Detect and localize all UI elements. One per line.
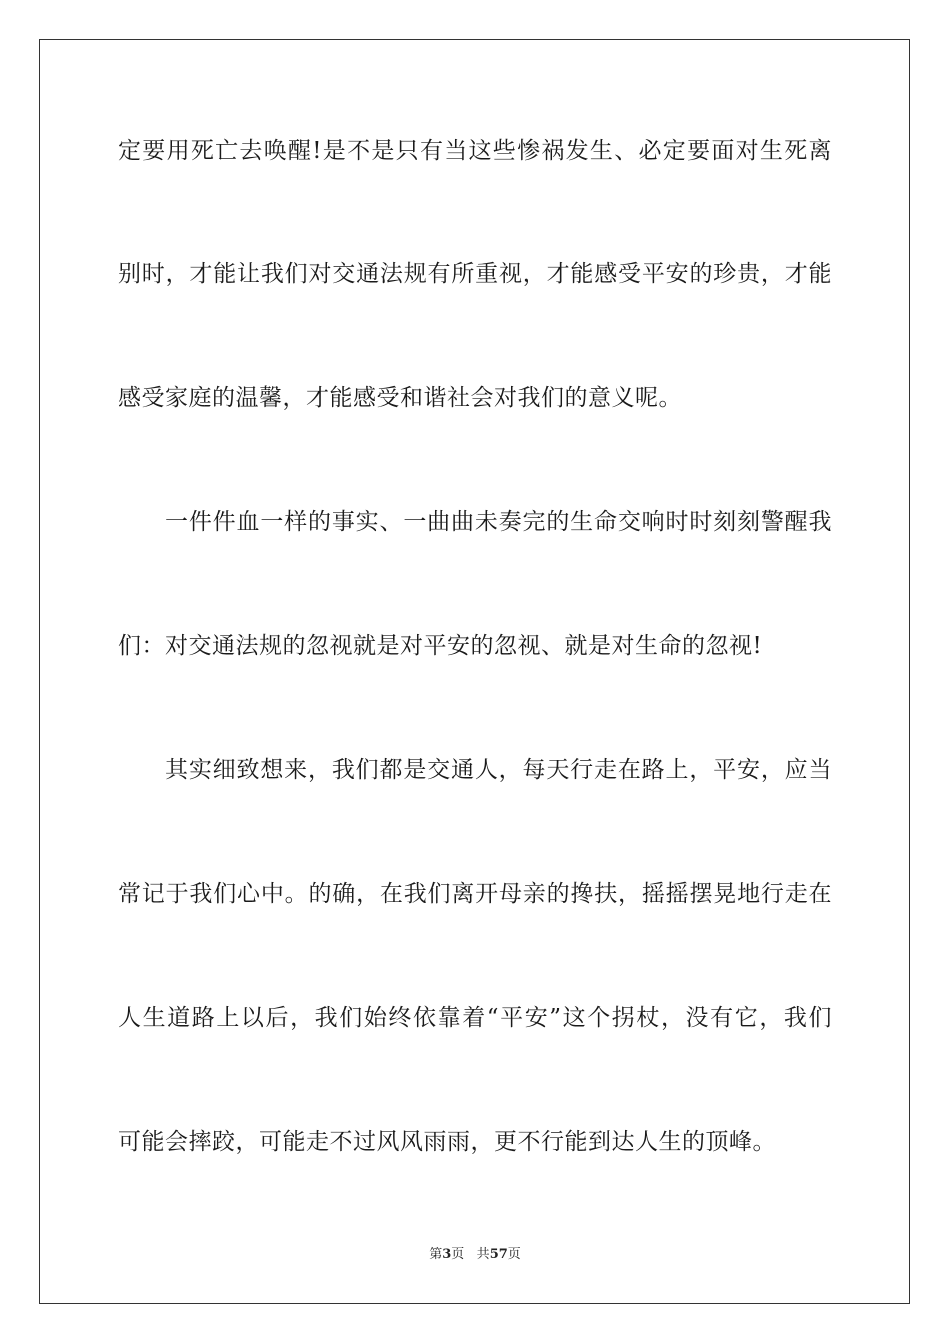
text-line: 可能会摔跤，可能走不过风风雨雨，更不行能到达人生的顶峰。 bbox=[118, 1129, 776, 1155]
text-line: 常记于我们心中。的确，在我们离开母亲的搀扶，摇摇摆晃地行走在 bbox=[118, 881, 832, 907]
text-line: 人生道路上以后，我们始终依靠着“平安”这个拐杖，没有它，我们 bbox=[118, 1005, 832, 1031]
page-footer bbox=[0, 1246, 950, 1264]
text-line: 感受家庭的温馨，才能感受和谐社会对我们的意义呢。 bbox=[118, 385, 682, 411]
footer-total-prefix: 共 bbox=[476, 1247, 490, 1262]
text-line: 其实细致想来，我们都是交通人，每天行走在路上，平安，应当 bbox=[165, 757, 832, 783]
text-line: 定要用死亡去唤醒!是不是只有当这些惨祸发生、必定要面对生死离 bbox=[118, 138, 832, 164]
total-pages-number: 57 bbox=[489, 1247, 508, 1262]
footer-prefix: 第 bbox=[429, 1247, 443, 1262]
footer-page-word: 页 bbox=[451, 1247, 465, 1262]
footer-total-word: 页 bbox=[507, 1247, 521, 1262]
text-line: 一件件血一样的事实、一曲曲未奏完的生命交响时时刻刻警醒我 bbox=[165, 509, 832, 535]
text-line: 别时，才能让我们对交通法规有所重视，才能感受平安的珍贵，才能 bbox=[118, 261, 832, 287]
current-page-number: 3 bbox=[442, 1247, 452, 1262]
text-line: 们：对交通法规的忽视就是对平安的忽视、就是对生命的忽视! bbox=[118, 633, 763, 659]
page-border bbox=[39, 39, 910, 1304]
